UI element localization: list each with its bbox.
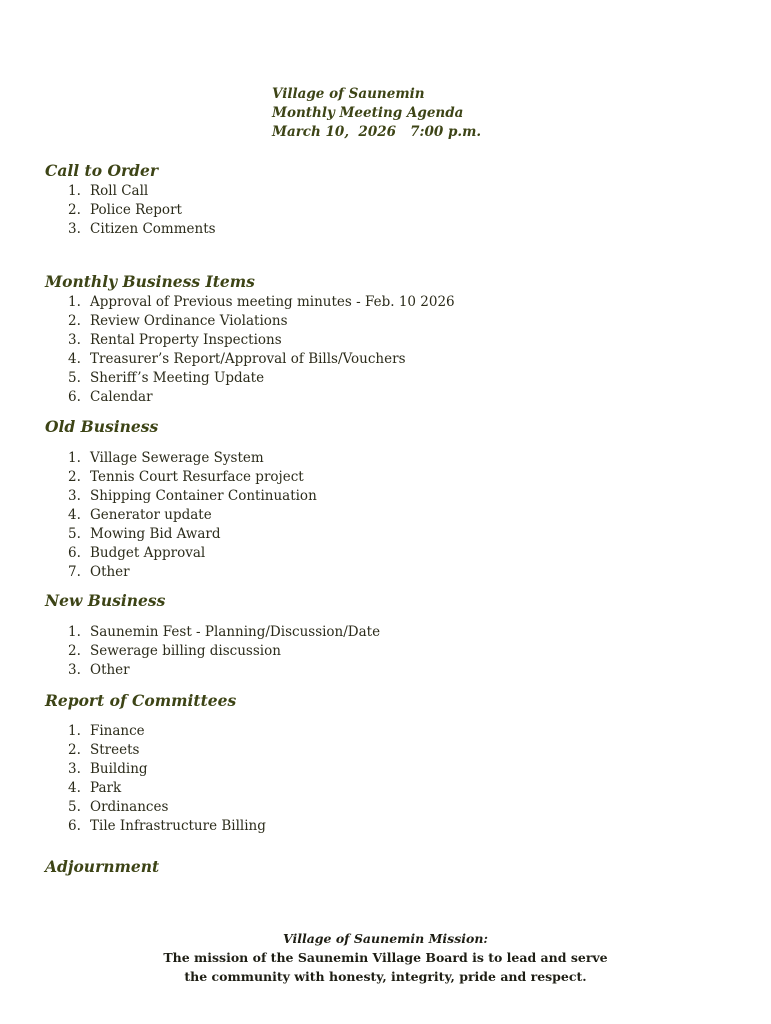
- item-text: Approval of Previous meeting minutes - Feb. 10 2026: [90, 294, 455, 310]
- item-text: Saunemin Fest - Planning/Discussion/Date: [90, 624, 381, 640]
- old-business-list: [45, 449, 317, 582]
- agenda-item: [45, 563, 130, 582]
- agenda-item: [45, 817, 266, 836]
- agenda-item: [45, 350, 406, 369]
- section-title-call-to-order: Call to Order: [45, 161, 158, 180]
- agenda-item: [45, 506, 212, 525]
- item-number: 2.: [68, 202, 81, 218]
- item-text: Mowing Bid Award: [90, 526, 221, 542]
- call-to-order-list: [45, 182, 216, 239]
- item-number: 3.: [68, 488, 81, 504]
- section-title-monthly-business: Monthly Business Items: [45, 272, 255, 291]
- item-text: Finance: [90, 723, 145, 739]
- item-number: 3.: [68, 662, 81, 678]
- item-text: Sheriff’s Meeting Update: [90, 370, 265, 386]
- agenda-item: [45, 182, 149, 201]
- agenda-item: [45, 369, 265, 388]
- agenda-item: [45, 544, 206, 563]
- item-text: Calendar: [90, 389, 153, 405]
- meeting-date-time: March 10, 2026 7:00 p.m.: [272, 124, 482, 140]
- mission-title: Village of Saunemin Mission:: [282, 931, 489, 946]
- agenda-item: [45, 623, 381, 642]
- item-text: Police Report: [90, 202, 182, 218]
- agenda-item: [45, 312, 288, 331]
- agenda-item: [45, 388, 153, 407]
- mission-line-2: the community with honesty, integrity, pride and respect.: [184, 969, 587, 984]
- section-title-old-business: Old Business: [45, 417, 159, 436]
- item-text: Budget Approval: [90, 545, 206, 561]
- agenda-item: [45, 468, 304, 487]
- report-of-committees-list: [45, 722, 266, 836]
- item-text: Roll Call: [90, 183, 149, 199]
- agenda-item: [45, 642, 281, 661]
- item-text: Citizen Comments: [90, 221, 216, 237]
- item-text: Shipping Container Continuation: [90, 488, 317, 504]
- item-text: Other: [90, 662, 130, 678]
- item-text: Rental Property Inspections: [90, 332, 282, 348]
- agenda-item: [45, 798, 169, 817]
- item-number: 7.: [68, 564, 81, 580]
- item-number: 1.: [68, 723, 81, 739]
- item-number: 3.: [68, 761, 81, 777]
- agenda-item: [45, 741, 140, 760]
- item-number: 4.: [68, 780, 81, 796]
- agenda-item: [45, 331, 282, 350]
- agenda-item: [45, 779, 122, 798]
- section-title-adjournment: Adjournment: [45, 857, 160, 876]
- item-text: Review Ordinance Violations: [90, 313, 288, 329]
- item-text: Tile Infrastructure Billing: [90, 818, 266, 834]
- item-number: 4.: [68, 507, 81, 523]
- item-number: 1.: [68, 294, 81, 310]
- item-text: Treasurer’s Report/Approval of Bills/Vouchers: [90, 351, 406, 367]
- item-number: 5.: [68, 370, 81, 386]
- item-number: 4.: [68, 351, 81, 367]
- monthly-business-list: [45, 293, 455, 407]
- mission-line-1: The mission of the Saunemin Village Board is to lead and serve: [163, 950, 608, 965]
- item-number: 2.: [68, 643, 81, 659]
- item-number: 2.: [68, 469, 81, 485]
- item-text: Building: [90, 761, 148, 777]
- item-number: 3.: [68, 332, 81, 348]
- item-number: 1.: [68, 183, 81, 199]
- item-number: 5.: [68, 799, 81, 815]
- new-business-list: [45, 623, 381, 680]
- item-number: 6.: [68, 389, 81, 405]
- agenda-item: [45, 760, 148, 779]
- item-number: 6.: [68, 545, 81, 561]
- agenda-item: [45, 525, 221, 544]
- item-text: Tennis Court Resurface project: [90, 469, 304, 485]
- section-title-report-of-committees: Report of Committees: [45, 691, 237, 710]
- item-number: 1.: [68, 450, 81, 466]
- agenda-item: [45, 293, 455, 312]
- agenda-item: [45, 722, 145, 741]
- item-text: Sewerage billing discussion: [90, 643, 281, 659]
- agenda-item: [45, 449, 264, 468]
- agenda-item: [45, 220, 216, 239]
- item-number: 2.: [68, 742, 81, 758]
- item-text: Generator update: [90, 507, 212, 523]
- item-text: Streets: [90, 742, 140, 758]
- agenda-title: Monthly Meeting Agenda: [272, 105, 464, 121]
- agenda-item: [45, 661, 130, 680]
- item-number: 1.: [68, 624, 81, 640]
- village-name: Village of Saunemin: [272, 86, 425, 102]
- item-number: 6.: [68, 818, 81, 834]
- agenda-item: [45, 201, 182, 220]
- section-title-new-business: New Business: [45, 591, 166, 610]
- agenda-item: [45, 487, 317, 506]
- item-number: 2.: [68, 313, 81, 329]
- item-text: Village Sewerage System: [90, 450, 264, 466]
- item-number: 5.: [68, 526, 81, 542]
- item-number: 3.: [68, 221, 81, 237]
- item-text: Ordinances: [90, 799, 169, 815]
- item-text: Park: [90, 780, 122, 796]
- item-text: Other: [90, 564, 130, 580]
- agenda-header: [272, 85, 481, 142]
- mission-statement: [0, 929, 771, 986]
